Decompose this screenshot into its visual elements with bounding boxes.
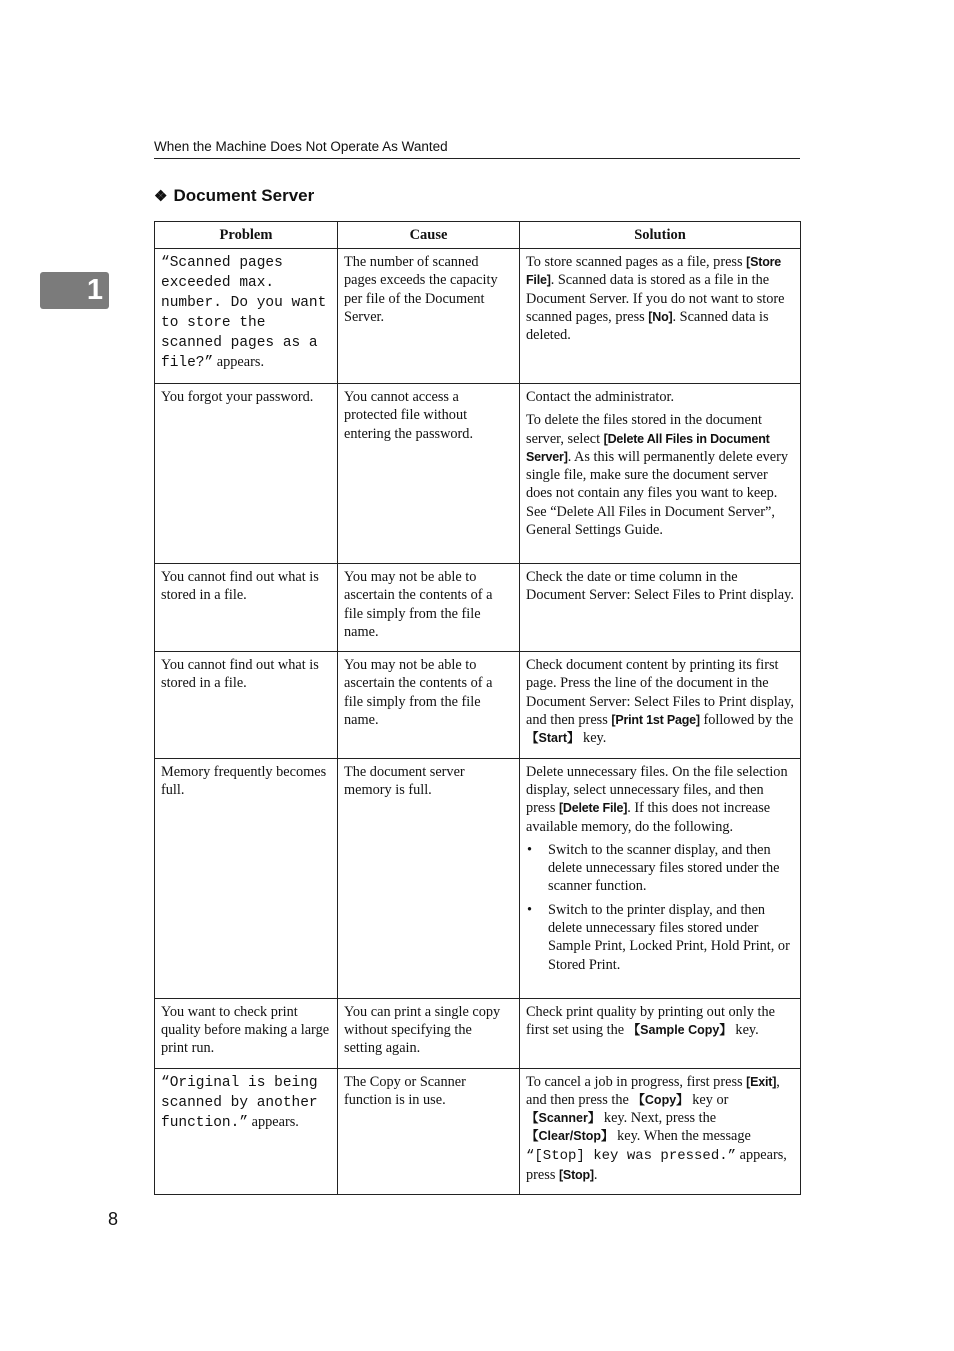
solution-cell: To cancel a job in progress, first press [Exit], and then press the 【Copy】 key or 【Scanner】 key. Next, press the 【Clear/Stop】 key. When the message “[Stop] key was pressed.” appears, press [Stop]. (520, 1068, 801, 1194)
solution-paragraph: Delete unnecessary files. On the file selection display, select unnecessary files, and then press [Delete File]. If this does not increase available memory, do the following. (526, 763, 788, 835)
page-number: 8 (108, 1209, 119, 1229)
key-label: [Delete All Files in Document Server] (526, 431, 770, 464)
solution-cell: Check print quality by printing out only the first set using the 【Sample Copy】 key. (520, 998, 801, 1068)
list-item: • Switch to the printer display, and then delete unnecessary files stored under Sample Print, Locked Print, Hold Print, or Stored Print. (526, 901, 794, 974)
cause-cell: You cannot access a protected file without entering the password. (338, 384, 520, 564)
troubleshooting-table (154, 221, 801, 1195)
screen-message: “[Stop] key was pressed.” (526, 1147, 737, 1164)
cause-cell: The Copy or Scanner function is in use. (338, 1068, 520, 1194)
hard-key-label: 【Scanner】 (526, 1111, 601, 1126)
problem-cell: You cannot find out what is stored in a file. (155, 564, 338, 652)
table-row (155, 564, 801, 652)
hard-key-label: 【Clear/Stop】 (526, 1129, 614, 1144)
cause-cell: You can print a single copy without specifying the setting again. (338, 998, 520, 1068)
cause-cell: The document server memory is full. (338, 758, 520, 998)
problem-cell: You forgot your password. (155, 384, 338, 564)
key-label: [Store File] (526, 255, 782, 288)
key-label: [Stop] (558, 1167, 594, 1182)
section-title (154, 186, 314, 206)
hard-key-label: 【Sample Copy】 (627, 1022, 732, 1037)
cause-cell: You may not be able to ascertain the contents of a file simply from the file name. (338, 564, 520, 652)
key-label: [Exit] (746, 1074, 777, 1089)
solution-cell (520, 758, 801, 998)
screen-message: Original is being scanned by another function. (161, 1074, 318, 1131)
solution-paragraph: To delete the files stored in the document server, select [Delete All Files in Document Server]. As this will permanently delete every single file, make sure the document server does not contain any files you want to keep. See “Delete All Files in Document Server”, General Settings Guide. (526, 412, 789, 539)
running-title: When the Machine Does Not Operate As Wanted (154, 139, 448, 154)
column-header-problem: Problem (155, 222, 338, 249)
table-row (155, 998, 801, 1068)
column-header-solution: Solution (520, 222, 801, 249)
problem-cell: You want to check print quality before making a large print run. (155, 998, 338, 1068)
key-label: [Delete File] (558, 801, 628, 816)
solution-cell: To store scanned pages as a file, press [Store File]. Scanned data is stored as a file in the Document Server. If you do not want to store scanned pages, press [No]. Scanned data is deleted. (520, 249, 801, 384)
table-row (155, 249, 801, 384)
list-item: • Switch to the scanner display, and then delete unnecessary files stored under the scanner function. (526, 841, 794, 896)
key-label: [Print 1st Page] (611, 713, 700, 728)
bullet-list (526, 841, 794, 974)
key-label: [No] (648, 309, 673, 324)
cause-cell: The number of scanned pages exceeds the capacity per file of the Document Server. (338, 249, 520, 384)
table-row (155, 652, 801, 758)
problem-cell: “Scanned pages exceeded max. number. Do you want to store the scanned pages as a file?” appears. (155, 249, 338, 384)
solution-cell: Check document content by printing its first page. Press the line of the document in the Document Server: Select Files to Print display, and then press [Print 1st Page] followed by the 【Start】 key. (520, 652, 801, 758)
running-header (154, 138, 800, 159)
solution-cell: Check the date or time column in the Document Server: Select Files to Print display. (520, 564, 801, 652)
diamond-bullet-icon: ❖ (154, 188, 168, 205)
table-row (155, 758, 801, 998)
problem-cell: Memory frequently becomes full. (155, 758, 338, 998)
table-row (155, 1068, 801, 1194)
solution-cell (520, 384, 801, 564)
table-row (155, 384, 801, 564)
solution-paragraph: Contact the administrator. (526, 389, 675, 405)
cause-cell: You may not be able to ascertain the contents of a file simply from the file name. (338, 652, 520, 758)
problem-cell: “Original is being scanned by another function.” appears. (155, 1068, 338, 1194)
table-header-row (155, 222, 801, 249)
hard-key-label: 【Start】 (526, 731, 580, 746)
section-title-text: Document Server (173, 186, 315, 205)
hard-key-label: 【Copy】 (632, 1092, 689, 1107)
column-header-cause: Cause (338, 222, 520, 249)
problem-cell: You cannot find out what is stored in a file. (155, 652, 338, 758)
chapter-tab: 1 (40, 272, 109, 309)
screen-message: Scanned pages exceeded max. number. Do you want to store the scanned pages as a file? (161, 255, 327, 371)
